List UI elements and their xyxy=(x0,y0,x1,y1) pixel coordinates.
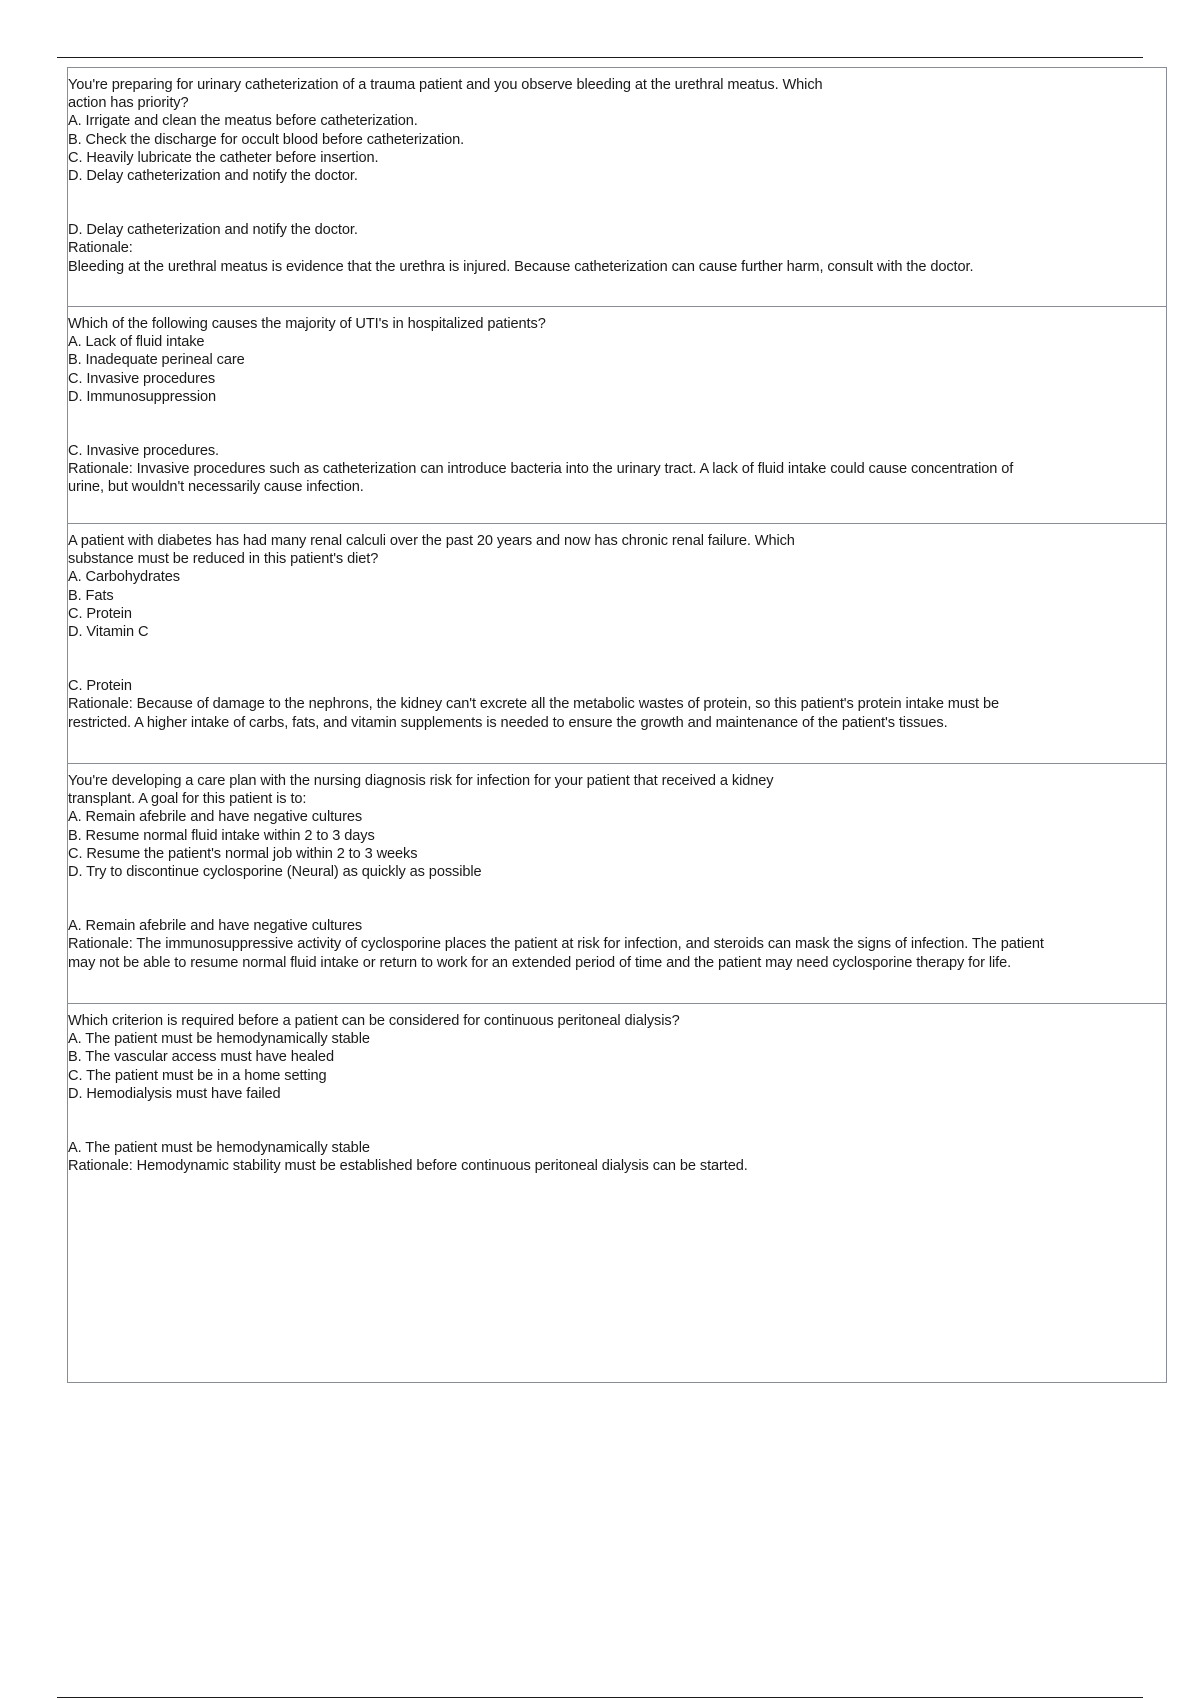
option-c: C. The patient must be in a home setting xyxy=(68,1067,327,1084)
question-text xyxy=(68,315,1160,333)
question-text xyxy=(68,532,1160,568)
correct-answer: C. Protein xyxy=(68,678,132,695)
rationale-line: Rationale: The immunosuppressive activity of cyclosporine places the patient at risk for infection, and steroids can mask the signs of infection. The patient xyxy=(68,936,1044,953)
option-c: C. Invasive procedures xyxy=(68,370,216,387)
option-b: B. Fats xyxy=(68,587,114,604)
question-text xyxy=(68,76,1160,112)
answer-options xyxy=(68,1030,1160,1103)
option-c: C. Resume the patient's normal job within 2 to 3 weeks xyxy=(68,845,418,862)
bottom-rule xyxy=(57,1697,1143,1698)
option-a: A. Lack of fluid intake xyxy=(68,334,205,351)
rationale-line: urine, but wouldn't necessarily cause infection. xyxy=(68,479,364,496)
rationale-line: Bleeding at the urethral meatus is evidence that the urethra is injured. Because catheterization can cause further harm, consult with the doctor. xyxy=(68,258,974,275)
spacer xyxy=(68,641,1160,677)
option-c: C. Heavily lubricate the catheter before insertion. xyxy=(68,149,379,166)
correct-answer: D. Delay catheterization and notify the doctor. xyxy=(68,222,358,239)
rationale xyxy=(68,1157,1160,1175)
flashcard xyxy=(68,307,1166,524)
flashcard-table xyxy=(67,67,1167,1383)
answer-options xyxy=(68,112,1160,185)
answer-options xyxy=(68,333,1160,406)
option-b: B. Resume normal fluid intake within 2 to 3 days xyxy=(68,827,375,844)
option-b: B. The vascular access must have healed xyxy=(68,1049,334,1066)
flashcard xyxy=(68,764,1166,1004)
rationale xyxy=(68,935,1160,971)
rationale-line: Rationale: Because of damage to the nephrons, the kidney can't excrete all the metabolic wastes of protein, so this patient's protein intake must be xyxy=(68,696,1000,713)
option-d: D. Immunosuppression xyxy=(68,388,217,405)
option-c: C. Protein xyxy=(68,605,132,622)
correct-answer: A. The patient must be hemodynamically stable xyxy=(68,1140,370,1157)
spacer xyxy=(68,881,1160,917)
question-line: A patient with diabetes has had many renal calculi over the past 20 years and now has chronic renal failure. Which xyxy=(68,533,795,549)
answer-options xyxy=(68,808,1160,881)
rationale-line: may not be able to resume normal fluid intake or return to work for an extended period of time and the patient may need cyclosporine therapy for life. xyxy=(68,954,1012,971)
flashcard xyxy=(68,68,1166,307)
correct-answer: A. Remain afebrile and have negative cultures xyxy=(68,918,363,935)
rationale-line: Rationale: Hemodynamic stability must be established before continuous peritoneal dialysis can be started. xyxy=(68,1158,748,1175)
rationale xyxy=(68,460,1160,496)
question-text xyxy=(68,1012,1160,1030)
option-a: A. Remain afebrile and have negative cultures xyxy=(68,809,363,826)
rationale-line: Rationale: Invasive procedures such as catheterization can introduce bacteria into the urinary tract. A lack of fluid intake could cause concentration of xyxy=(68,461,1014,478)
option-d: D. Vitamin C xyxy=(68,624,149,641)
question-line: Which of the following causes the majority of UTI's in hospitalized patients? xyxy=(68,316,546,332)
top-rule xyxy=(57,57,1143,58)
option-a: A. Irrigate and clean the meatus before catheterization. xyxy=(68,113,418,130)
spacer xyxy=(68,185,1160,221)
option-d: D. Try to discontinue cyclosporine (Neural) as quickly as possible xyxy=(68,864,482,881)
spacer xyxy=(68,1103,1160,1139)
rationale xyxy=(68,695,1160,731)
question-line: You're preparing for urinary catheterization of a trauma patient and you observe bleeding at the urethral meatus. Which xyxy=(68,77,823,93)
question-line: substance must be reduced in this patient's diet? xyxy=(68,551,379,568)
spacer xyxy=(68,406,1160,442)
question-line: Which criterion is required before a patient can be considered for continuous peritoneal dialysis? xyxy=(68,1013,680,1029)
correct-answer: C. Invasive procedures. xyxy=(68,443,220,460)
question-text xyxy=(68,772,1160,808)
question-line: transplant. A goal for this patient is to: xyxy=(68,791,307,808)
option-d: D. Delay catheterization and notify the doctor. xyxy=(68,168,358,185)
rationale-line: restricted. A higher intake of carbs, fats, and vitamin supplements is needed to ensure the growth and maintenance of the patient's tissues. xyxy=(68,714,948,731)
answer-options xyxy=(68,568,1160,641)
option-d: D. Hemodialysis must have failed xyxy=(68,1085,281,1102)
option-b: B. Check the discharge for occult blood before catheterization. xyxy=(68,131,465,148)
flashcard xyxy=(68,524,1166,764)
option-a: A. The patient must be hemodynamically stable xyxy=(68,1031,370,1048)
option-b: B. Inadequate perineal care xyxy=(68,352,245,369)
rationale-line: Rationale: xyxy=(68,240,133,257)
flashcard xyxy=(68,1004,1166,1382)
rationale xyxy=(68,239,1160,275)
option-a: A. Carbohydrates xyxy=(68,569,180,586)
question-line: action has priority? xyxy=(68,95,189,112)
question-line: You're developing a care plan with the nursing diagnosis risk for infection for your patient that received a kidney xyxy=(68,773,774,789)
